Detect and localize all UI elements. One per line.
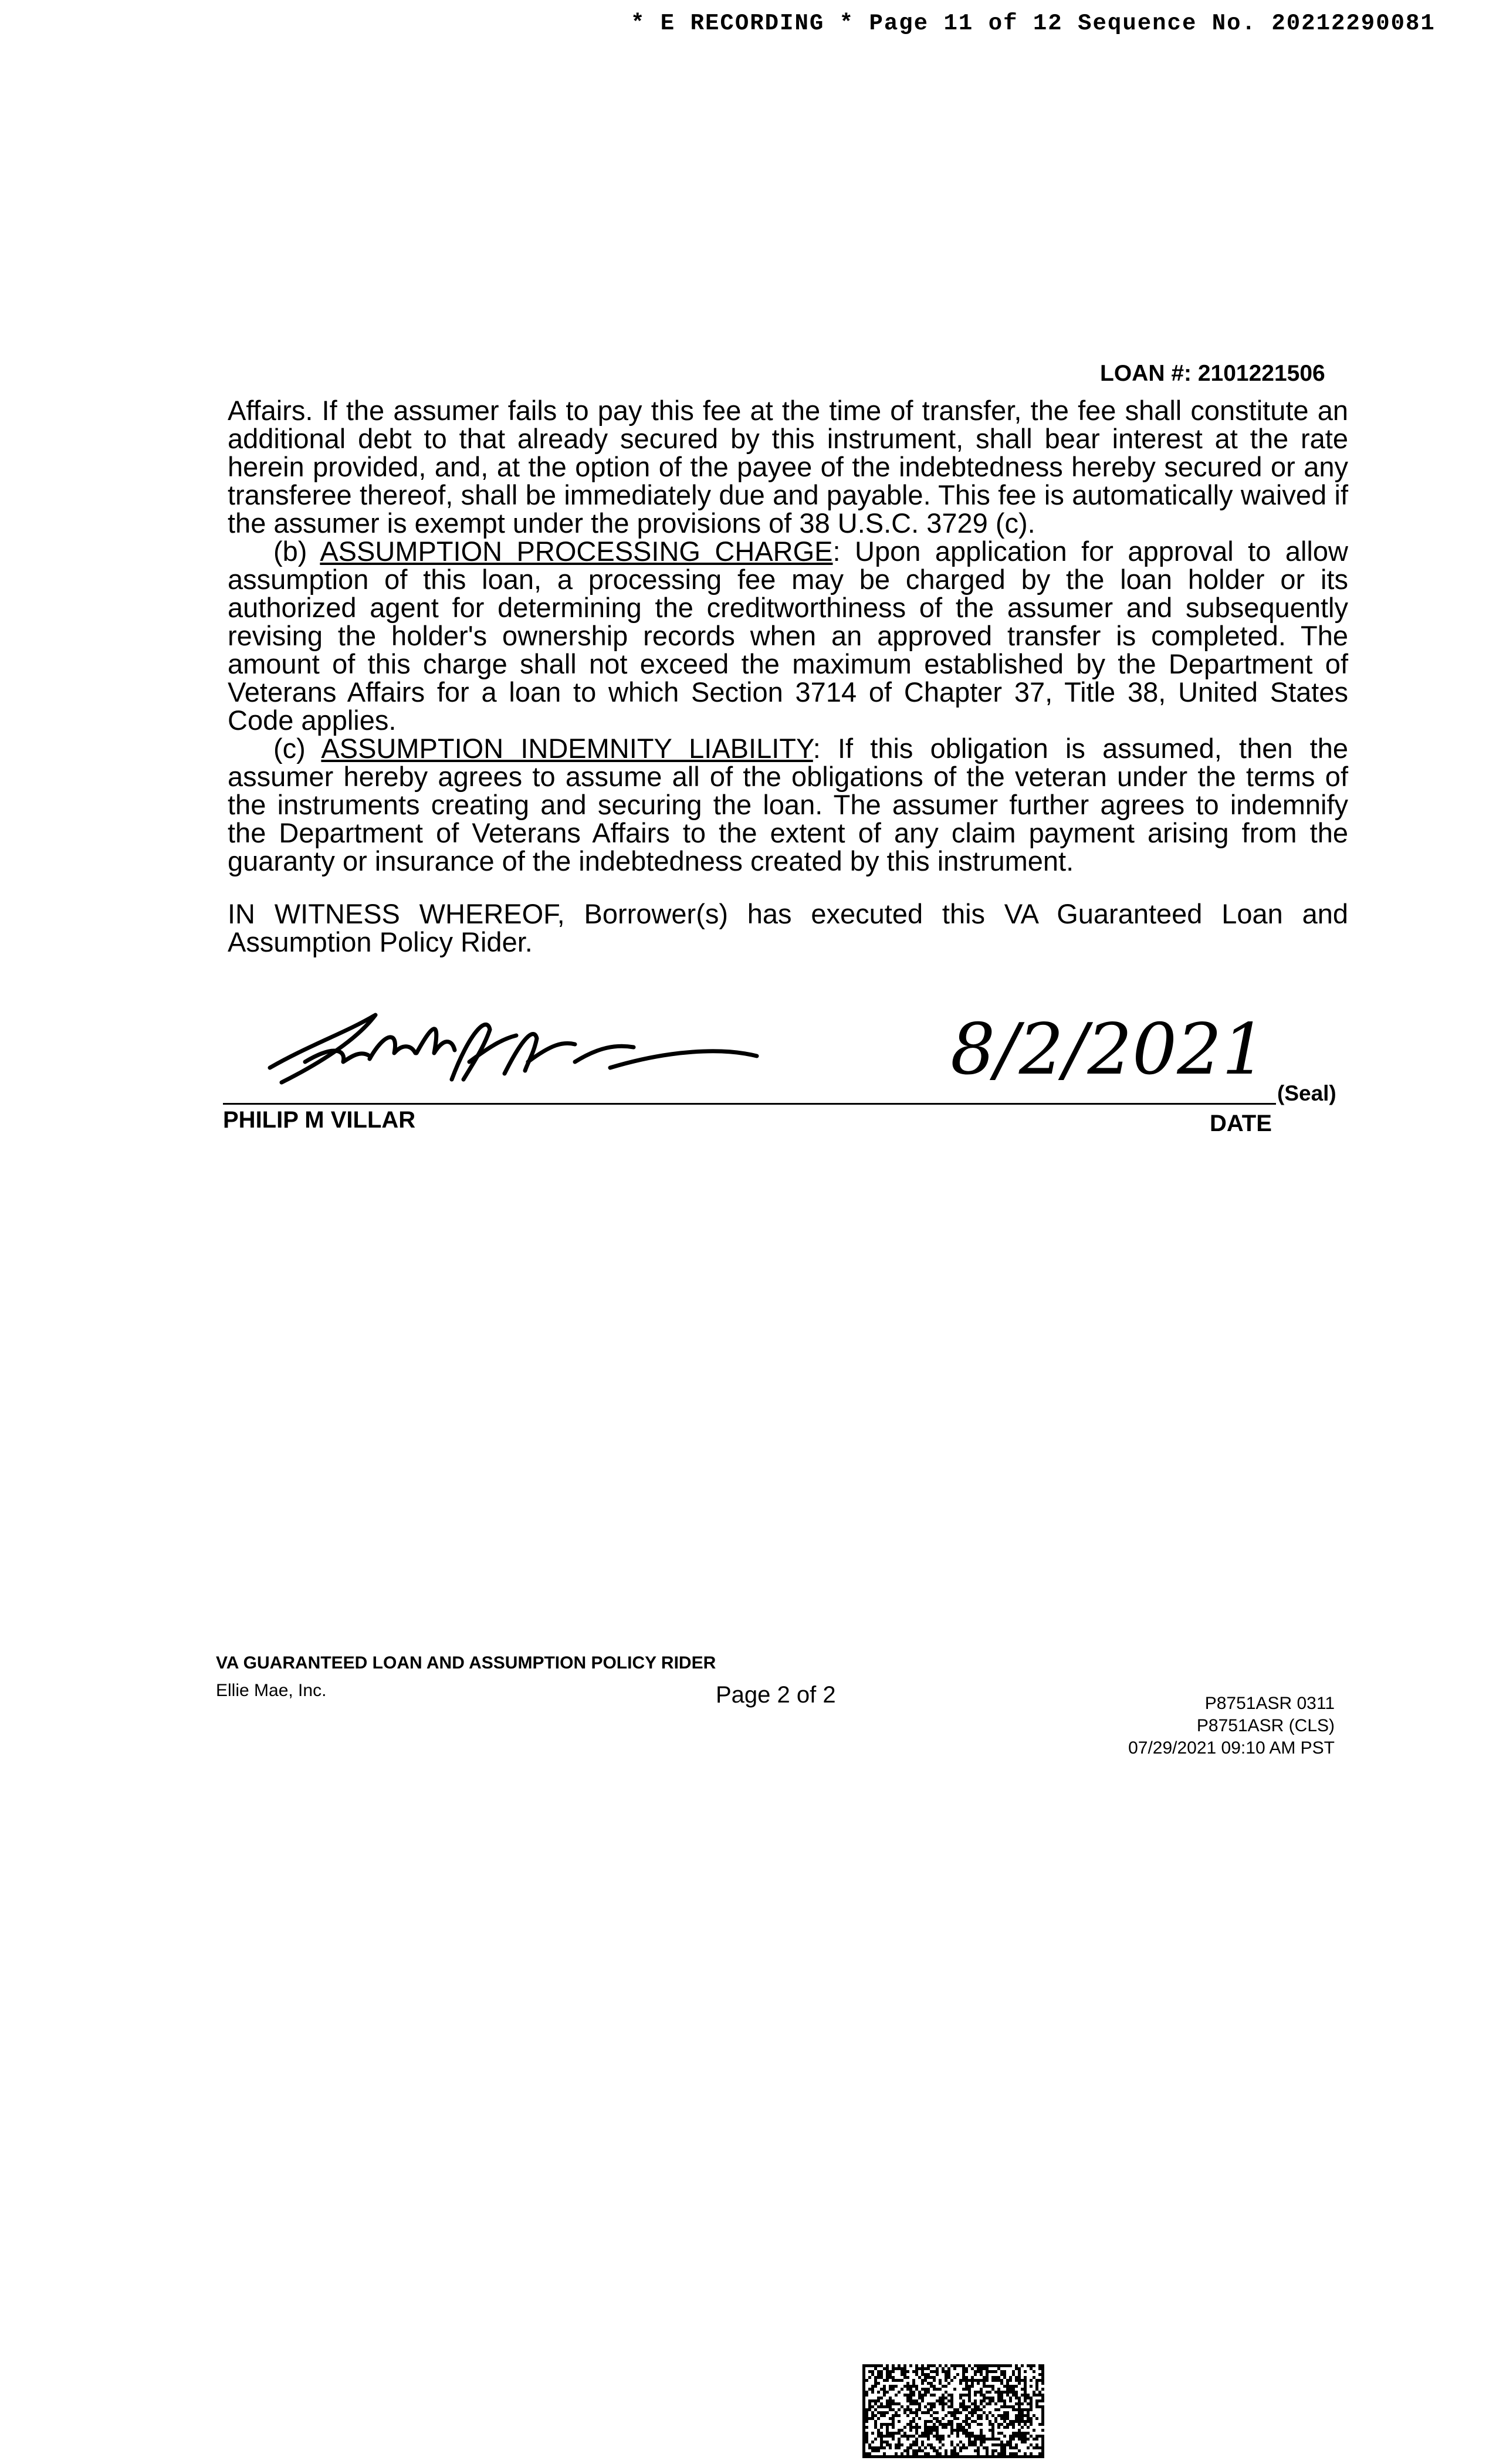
processing-charge-text: : Upon application for approval to allow assumption of this loan, a processing fee may be charged by the loan holder or its authorized agent for determining the creditworthiness of the assumer and subsequently revising the holder's ownership records when an approved transfer is completed. The amount of this charge shall not exceed the maximum established by the Department of Veterans Affairs for a loan to which Section 3714 of Chapter 37, Title 38, United States Code applies. (228, 536, 1348, 736)
handwritten-date (950, 1009, 1279, 1097)
company-name: Ellie Mae, Inc. (216, 1681, 327, 1700)
signature-line (223, 1103, 1276, 1105)
seal-label: (Seal) (1277, 1081, 1336, 1105)
form-timestamp: 07/29/2021 09:10 AM PST (1128, 1738, 1335, 1758)
form-code-1: P8751ASR 0311 (1204, 1694, 1335, 1713)
2d-barcode (862, 2364, 1044, 2458)
handwritten-signature (258, 997, 786, 1103)
processing-charge-heading: ASSUMPTION PROCESSING CHARGE (320, 536, 833, 567)
form-codes (1091, 1693, 1335, 1759)
indemnity-liability-heading: ASSUMPTION INDEMNITY LIABILITY (321, 733, 813, 764)
page-number: Page 2 of 2 (716, 1682, 836, 1708)
paragraph-fee-continuation: Affairs. If the assumer fails to pay this fee at the time of transfer, the fee shall constitute an additional debt to that already secured by this instrument, shall bear interest at the rate herein provided, and, at the option of the payee of the indebtedness hereby secured or any transferee thereof, shall be immediately due and payable. This fee is automatically waived if the assumer is exempt under the provisions of 38 U.S.C. 3729 (c). (228, 395, 1348, 539)
recording-header: * E RECORDING * Page 11 of 12 Sequence No. 20212290081 (631, 11, 1436, 36)
date-label: DATE (1210, 1111, 1272, 1136)
form-code-2: P8751ASR (CLS) (1196, 1716, 1335, 1735)
handwritten-date-text: 8/2/2021 (950, 1009, 1267, 1091)
paragraph-b-label: (b) (273, 536, 320, 567)
witness-statement: IN WITNESS WHEREOF, Borrower(s) has executed this VA Guaranteed Loan and Assumption Policy Rider. (228, 898, 1348, 957)
paragraph-processing-charge (228, 537, 1348, 735)
signer-name: PHILIP M VILLAR (223, 1107, 416, 1133)
form-title: VA GUARANTEED LOAN AND ASSUMPTION POLICY RIDER (216, 1653, 716, 1673)
paragraph-indemnity-liability (228, 735, 1348, 875)
paragraph-c-label: (c) (273, 733, 321, 764)
indemnity-liability-text: : If this obligation is assumed, then the assumer hereby agrees to assume all of the obligations of the veteran under the terms of the instruments creating and securing the loan. The assumer further agrees to indemnify the Department of Veterans Affairs to the extent of any claim payment arising from the guaranty or insurance of the indebtedness created by this instrument. (228, 733, 1348, 876)
loan-number: LOAN #: 2101221506 (1100, 361, 1325, 386)
rider-body (228, 397, 1348, 956)
